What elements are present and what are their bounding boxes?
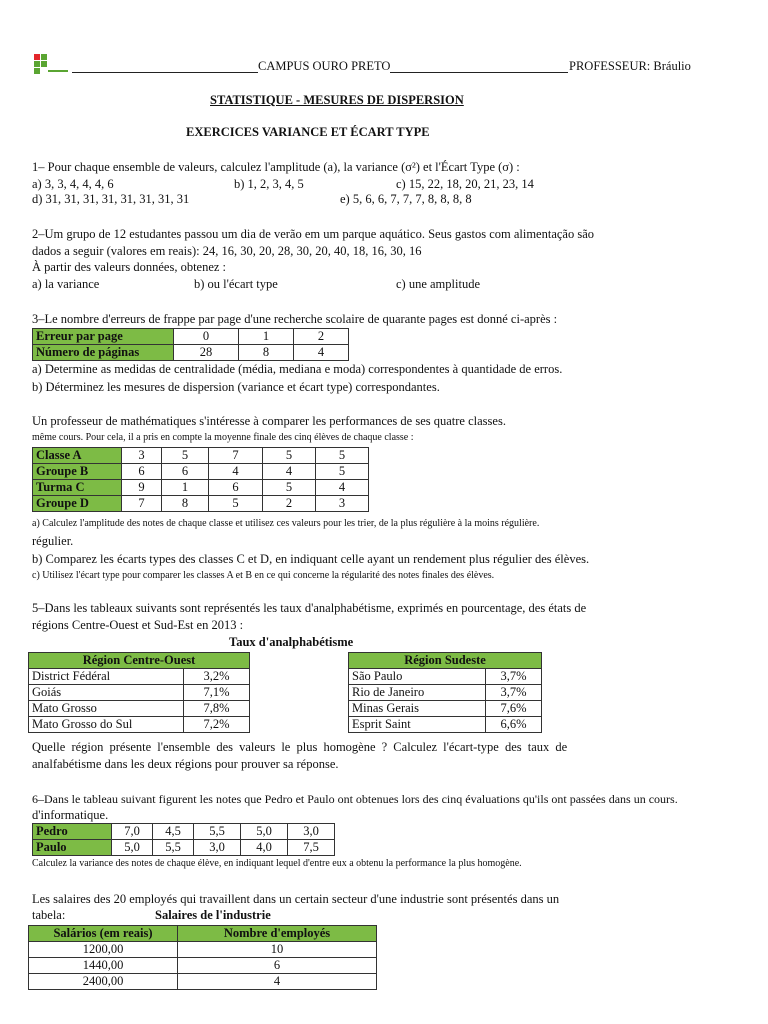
ex3-b: b) Déterminez les mesures de dispersion (variance et écart type) correspondantes. (32, 380, 440, 394)
header-blank-2 (390, 72, 568, 73)
table-cell: 5 (209, 496, 263, 512)
classes-table (32, 447, 369, 512)
table-row (29, 974, 377, 990)
table-cell: 6 (209, 480, 263, 496)
table-row (29, 958, 377, 974)
ex7-line2: tabela: (32, 908, 66, 922)
ex2-line2: dados a seguir (valores em reais): 24, 16, 30, 20, 28, 30, 20, 40, 18, 16, 30, 16 (32, 244, 422, 258)
table-cell: Minas Gerais (349, 701, 486, 717)
table-row (349, 717, 542, 733)
ex1-intro: 1– Pour chaque ensemble de valeurs, calculez l'amplitude (a), la variance (σ²) et l'Écart Type (σ) : (32, 160, 520, 174)
professor-label: PROFESSEUR: Bráulio (569, 59, 691, 73)
table-cell: 2 (263, 496, 316, 512)
table-cell: 5 (316, 464, 369, 480)
table-cell: 3,0 (288, 824, 335, 840)
table-cell: 4,5 (153, 824, 194, 840)
table-cell: Mato Grosso do Sul (29, 717, 184, 733)
ex5-line1: 5–Dans les tableaux suivants sont représentés les taux d'analphabétisme, exprimés en pourcentage, des états de (32, 601, 587, 615)
salaries-table (28, 925, 377, 990)
ex4-line1: Un professeur de mathématiques s'intéresse à comparer les performances de ses quatre classes. (32, 414, 506, 428)
ex5-q1: Quelle région présente l'ensemble des valeurs le plus homogène ? Calculez l'écart-type des taux de (32, 740, 568, 754)
table-cell: 4 (209, 464, 263, 480)
ex1-b: b) 1, 2, 3, 4, 5 (234, 177, 304, 191)
table-row (29, 685, 250, 701)
table-row (33, 496, 369, 512)
table-row (33, 464, 369, 480)
table-row (349, 701, 542, 717)
table-row (33, 448, 369, 464)
ex2-line3: À partir des valeurs données, obtenez : (32, 260, 227, 274)
table-cell: District Fédéral (29, 669, 184, 685)
table-cell: 1 (162, 480, 209, 496)
ex6-note: Calculez la variance des notes de chaque élève, en indiquant lequel d'entre eux a obtenu la performance la plus homogène. (32, 858, 522, 869)
row-label: Groupe D (33, 496, 122, 512)
table-cell: 7,5 (288, 840, 335, 856)
table-cell: 5,0 (112, 840, 153, 856)
ex4-line2: même cours. Pour cela, il a pris en compte la moyenne finale des cinq élèves de chaque classe : (32, 432, 414, 443)
table-row (29, 717, 250, 733)
table-cell: 4 (178, 974, 377, 990)
table-cell: 4 (294, 345, 349, 361)
table-cell: 6 (122, 464, 162, 480)
campus-label: CAMPUS OURO PRETO (258, 59, 391, 73)
table-cell: 1440,00 (29, 958, 178, 974)
row-label: Turma C (33, 480, 122, 496)
table-cell: Rio de Janeiro (349, 685, 486, 701)
table-cell: 10 (178, 942, 377, 958)
table-cell: 3 (316, 496, 369, 512)
table-row (33, 480, 369, 496)
ex6-line2: d'informatique. (32, 808, 109, 822)
table-row (33, 329, 349, 345)
row-label: Erreur par page (33, 329, 174, 345)
ex5-table-title: Taux d'analphabétisme (229, 635, 354, 649)
grades-table (32, 823, 335, 856)
row-label: Número de páginas (33, 345, 174, 361)
table-cell: 3,7% (486, 669, 542, 685)
table-cell: Goiás (29, 685, 184, 701)
ex1-c: c) 15, 22, 18, 20, 21, 23, 14 (396, 177, 534, 191)
ex4-b: b) Comparez les écarts types des classes C et D, en indiquant celle ayant un rendement plus régulier des élèves. (32, 552, 590, 566)
table-cell: 8 (162, 496, 209, 512)
table-cell: 3,0 (194, 840, 241, 856)
southeast-table (348, 652, 542, 733)
table-header-row (29, 653, 250, 669)
ex1-a: a) 3, 3, 4, 4, 4, 6 (32, 177, 114, 191)
table-cell: 0 (174, 329, 239, 345)
table-cell: 9 (122, 480, 162, 496)
table-cell: 1 (239, 329, 294, 345)
ex3-intro: 3–Le nombre d'erreurs de frappe par page d'une recherche scolaire de quarante pages est donné ci-après : (32, 312, 558, 326)
row-label: Pedro (33, 824, 112, 840)
table-cell: 7,8% (184, 701, 250, 717)
table-row (33, 345, 349, 361)
table-cell: Esprit Saint (349, 717, 486, 733)
table-cell: 5 (162, 448, 209, 464)
table-cell: 2 (294, 329, 349, 345)
table-cell: 6,6% (486, 717, 542, 733)
table-row (349, 685, 542, 701)
center-west-table (28, 652, 250, 733)
table-cell: 5 (263, 480, 316, 496)
table-cell: 3,7% (486, 685, 542, 701)
table-cell: 8 (239, 345, 294, 361)
ex6-line1: 6–Dans le tableau suivant figurent les notes que Pedro et Paulo ont obtenues lors des cinq évaluations qu'ils ont passées dans un cours. (32, 792, 678, 806)
table-header: Nombre d'employés (178, 926, 377, 942)
table-header-row (349, 653, 542, 669)
ex3-a: a) Determine as medidas de centralidade (média, mediana e moda) correspondentes à quantidade de erros. (32, 362, 563, 376)
table-cell: 2400,00 (29, 974, 178, 990)
ex1-e: e) 5, 6, 6, 7, 7, 7, 8, 8, 8, 8 (340, 192, 472, 206)
table-row (33, 840, 335, 856)
table-header: Région Centre-Ouest (29, 653, 250, 669)
table-cell: São Paulo (349, 669, 486, 685)
table-cell: Mato Grosso (29, 701, 184, 717)
table-row (33, 824, 335, 840)
table-row (29, 669, 250, 685)
table-cell: 7,6% (486, 701, 542, 717)
table-row (29, 701, 250, 717)
table-cell: 7 (209, 448, 263, 464)
table-cell: 4 (263, 464, 316, 480)
table-cell: 6 (178, 958, 377, 974)
ex4-a2: régulier. (32, 534, 74, 548)
header-blank-1 (72, 72, 258, 73)
table-cell: 5 (263, 448, 316, 464)
ex2-b: b) ou l'écart type (194, 277, 278, 291)
table-cell: 1200,00 (29, 942, 178, 958)
page-subtitle: EXERCICES VARIANCE ET ÉCART TYPE (186, 125, 430, 139)
ex5-q2: analfabétisme dans les deux régions pour prouver sa réponse. (32, 757, 339, 771)
table-header: Région Sudeste (349, 653, 542, 669)
table-cell: 6 (162, 464, 209, 480)
table-header: Salários (em reais) (29, 926, 178, 942)
errors-table (32, 328, 349, 361)
ex1-d: d) 31, 31, 31, 31, 31, 31, 31, 31 (32, 192, 190, 206)
table-row (29, 942, 377, 958)
ex7-table-title: Salaires de l'industrie (155, 908, 271, 922)
table-cell: 5,5 (153, 840, 194, 856)
table-cell: 28 (174, 345, 239, 361)
table-row (349, 669, 542, 685)
table-cell: 7,2% (184, 717, 250, 733)
table-cell: 7 (122, 496, 162, 512)
ex7-line1: Les salaires des 20 employés qui travaillent dans un certain secteur d'une industrie sont présentés dans un (32, 892, 560, 906)
table-cell: 3 (122, 448, 162, 464)
table-cell: 4,0 (241, 840, 288, 856)
ex4-c: c) Utilisez l'écart type pour comparer les classes A et B en ce qui concerne la régularité des notes finales des élèves. (32, 570, 495, 581)
ex2-a: a) la variance (32, 277, 100, 291)
row-label: Groupe B (33, 464, 122, 480)
ex5-line2: régions Centre-Ouest et Sud-Est en 2013 : (32, 618, 244, 632)
table-cell: 5,5 (194, 824, 241, 840)
page-title: STATISTIQUE - MESURES DE DISPERSION (210, 93, 464, 107)
table-cell: 3,2% (184, 669, 250, 685)
ex4-a: a) Calculez l'amplitude des notes de chaque classe et utilisez ces valeurs pour les trier, de la plus régulière à la moins régulière. (32, 518, 540, 529)
institution-logo (34, 54, 68, 76)
table-cell: 4 (316, 480, 369, 496)
row-label: Paulo (33, 840, 112, 856)
ex2-c: c) une amplitude (396, 277, 480, 291)
row-label: Classe A (33, 448, 122, 464)
table-cell: 5,0 (241, 824, 288, 840)
table-cell: 5 (316, 448, 369, 464)
table-header-row (29, 926, 377, 942)
table-cell: 7,1% (184, 685, 250, 701)
ex2-line1: 2–Um grupo de 12 estudantes passou um dia de verão em um parque aquático. Seus gastos com alimentação são (32, 227, 595, 241)
table-cell: 7,0 (112, 824, 153, 840)
